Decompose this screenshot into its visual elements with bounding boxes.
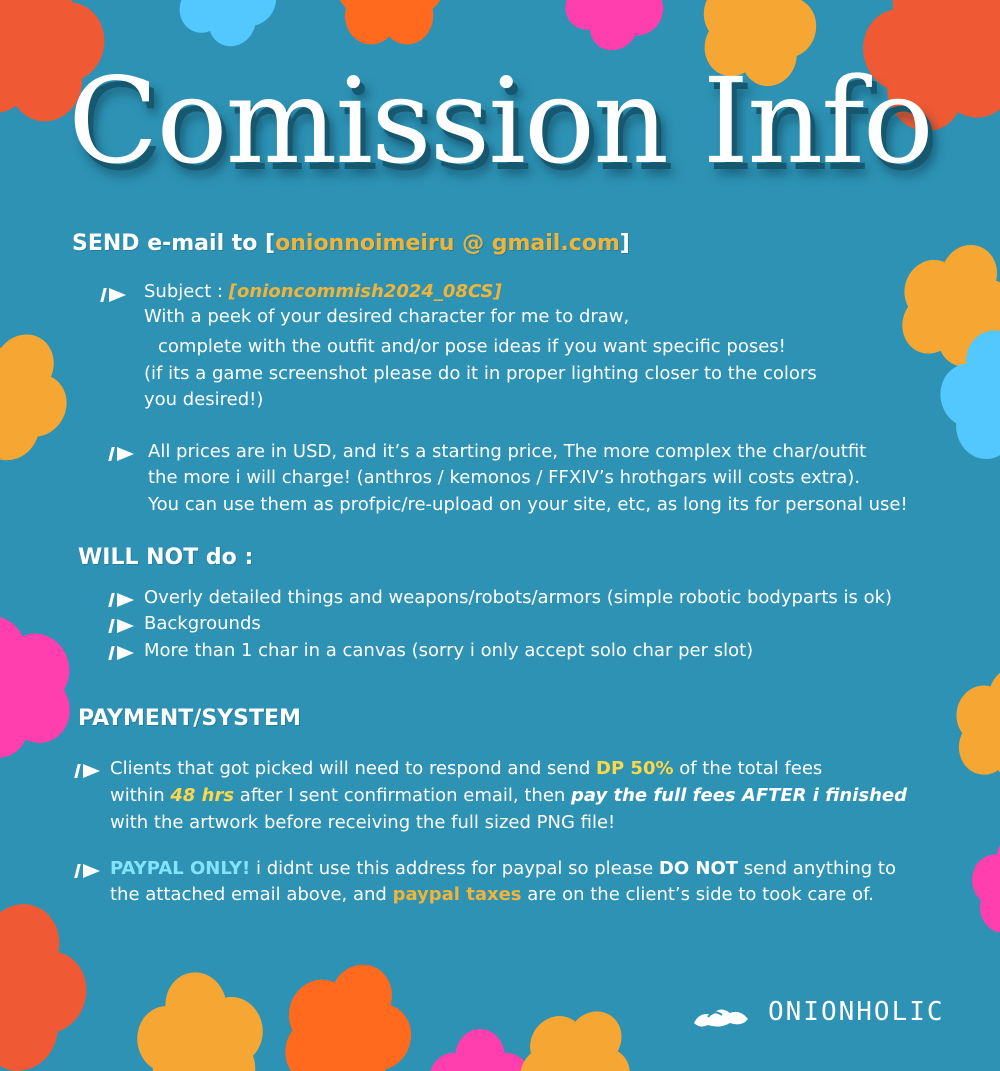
send-email-suffix: ]	[619, 231, 630, 256]
bullet-arrow-icon	[110, 446, 136, 462]
payment-rule-line	[110, 784, 907, 808]
flower-decoration	[268, 943, 432, 1071]
paypal-only-label: PAYPAL ONLY!	[110, 858, 251, 879]
flower-decoration	[946, 656, 1000, 784]
bullet-arrow-icon	[110, 618, 136, 634]
subject-detail-line: complete with the outfit and/or pose ideas if you want specific poses!	[158, 336, 786, 357]
subject-detail-line: (if its a game screenshot please do it in proper lighting closer to the colors	[144, 363, 817, 384]
bullet-arrow-icon	[110, 592, 136, 608]
flower-decoration	[930, 320, 1000, 459]
send-email-line	[72, 231, 630, 256]
send-email-prefix: SEND e-mail to [	[72, 231, 276, 256]
will-not-item: Backgrounds	[144, 613, 261, 634]
subject-value: [onioncommish2024_08CS]	[228, 281, 502, 302]
flower-decoration	[0, 595, 90, 764]
will-not-item: Overly detailed things and weapons/robots/armors (simple robotic bodyparts is ok)	[144, 587, 893, 608]
payment-text: Clients that got picked will need to respond and send	[110, 758, 597, 779]
payment-text: after I sent confirmation email, then	[234, 785, 572, 806]
subject-detail-line: With a peek of your desired character for me to draw,	[144, 306, 630, 327]
payment-text: are on the client’s side to took care of.	[521, 884, 874, 905]
prices-line: You can use them as profpic/re-upload on your site, etc, as long its for personal use!	[148, 494, 908, 515]
do-not-label: DO NOT	[658, 858, 739, 879]
flower-decoration	[972, 832, 1000, 928]
subject-detail-line: you desired!)	[144, 389, 264, 410]
onionholic-logo	[690, 995, 960, 1035]
page-title: Comission Info	[68, 52, 932, 190]
dp-percentage: DP 50%	[596, 758, 674, 779]
flower-decoration	[166, 0, 294, 54]
email-address: onionnoimeiru @ gmail.com	[275, 231, 620, 256]
onion-splash-icon	[690, 1001, 752, 1029]
deadline-hours: 48 hrs	[170, 785, 235, 806]
flower-decoration	[336, 0, 444, 39]
paypal-taxes-label: paypal taxes	[392, 884, 522, 905]
flower-decoration	[129, 964, 271, 1071]
payment-text: i didnt use this address for paypal so please	[250, 858, 659, 879]
bullet-arrow-icon	[110, 645, 136, 661]
full-fee-note: pay the full fees AFTER i finished	[571, 785, 908, 806]
payment-text: of the total fees	[673, 758, 823, 779]
payment-text: within	[110, 785, 171, 806]
paypal-rule-line	[110, 883, 874, 907]
bullet-arrow-icon	[76, 863, 102, 879]
payment-heading: PAYMENT/SYSTEM	[78, 706, 301, 731]
payment-text: the attached email above, and	[110, 884, 393, 905]
paypal-rule-line	[110, 857, 896, 881]
subject-label: Subject :	[144, 281, 229, 302]
bullet-arrow-icon	[102, 287, 128, 303]
prices-line: All prices are in USD, and it’s a starting price, The more complex the char/outfit	[148, 441, 867, 462]
prices-line: the more i will charge! (anthros / kemonos / FFXIV’s hrothgars will costs extra).	[148, 467, 861, 488]
subject-line	[144, 280, 502, 304]
payment-rule-line	[110, 757, 822, 781]
payment-rule-line: with the artwork before receiving the full sized PNG file!	[110, 812, 616, 833]
will-not-item: More than 1 char in a canvas (sorry i only accept solo char per slot)	[144, 640, 754, 661]
flower-decoration	[0, 308, 92, 472]
flower-decoration	[0, 882, 108, 1071]
bullet-arrow-icon	[76, 763, 102, 779]
payment-text: send anything to	[738, 858, 896, 879]
logo-text: ONIONHOLIC	[768, 997, 945, 1027]
flower-decoration	[505, 985, 655, 1071]
will-not-heading: WILL NOT do :	[78, 545, 254, 570]
